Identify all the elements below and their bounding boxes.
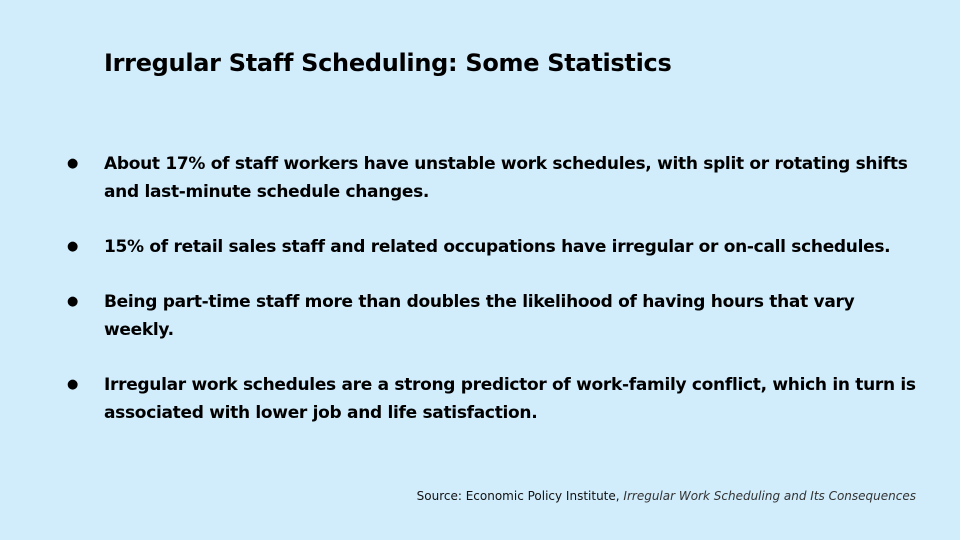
bullet-text: Irregular work schedules are a strong predictor of work-family conflict, which in turn is associated with lower job and life satisfaction. bbox=[104, 375, 916, 423]
bullet-item bbox=[67, 233, 924, 261]
bullet-dot-icon: ● bbox=[67, 294, 79, 309]
source-prefix: Source: Economic Policy Institute, bbox=[416, 489, 624, 503]
bullet-list bbox=[67, 150, 924, 454]
bullet-item bbox=[67, 150, 924, 206]
slide-title: Irregular Staff Scheduling: Some Statistics bbox=[104, 49, 672, 77]
bullet-dot-icon: ● bbox=[67, 156, 79, 171]
bullet-dot-icon: ● bbox=[67, 377, 79, 392]
bullet-item bbox=[67, 371, 924, 427]
source-title: Irregular Work Scheduling and Its Consequences bbox=[623, 489, 916, 503]
bullet-text: 15% of retail sales staff and related occupations have irregular or on-call schedules. bbox=[104, 237, 891, 257]
bullet-item bbox=[67, 288, 924, 344]
source-citation bbox=[417, 486, 916, 506]
bullet-text: Being part-time staff more than doubles the likelihood of having hours that vary weekly. bbox=[104, 292, 855, 340]
bullet-dot-icon: ● bbox=[67, 239, 79, 254]
bullet-text: About 17% of staff workers have unstable work schedules, with split or rotating shifts and last-minute schedule changes. bbox=[104, 154, 908, 202]
